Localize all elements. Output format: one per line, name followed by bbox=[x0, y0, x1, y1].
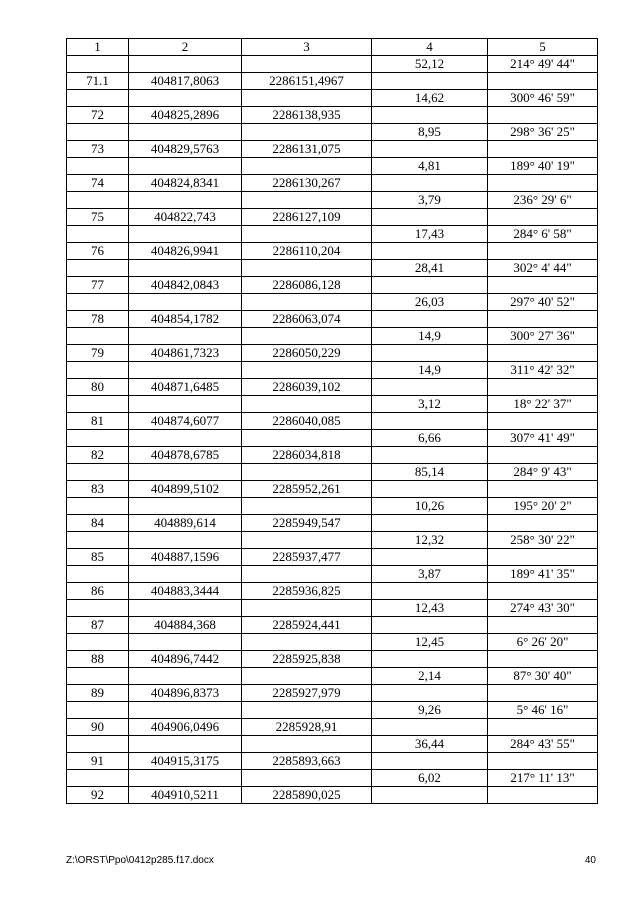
table-cell bbox=[488, 515, 598, 532]
table-body bbox=[67, 56, 598, 804]
header-cell: 3 bbox=[242, 39, 372, 56]
table-row bbox=[67, 158, 598, 175]
table-cell: 72 bbox=[67, 107, 129, 124]
table-cell: 2286040,085 bbox=[242, 413, 372, 430]
table-cell bbox=[372, 481, 488, 498]
table-cell bbox=[129, 90, 242, 107]
table-cell: 404884,368 bbox=[129, 617, 242, 634]
table-cell bbox=[67, 600, 129, 617]
table-cell bbox=[242, 668, 372, 685]
table-cell: 92 bbox=[67, 787, 129, 804]
table-cell: 12,32 bbox=[372, 532, 488, 549]
table-cell bbox=[242, 634, 372, 651]
table-cell bbox=[67, 260, 129, 277]
table-row bbox=[67, 362, 598, 379]
table-cell bbox=[129, 702, 242, 719]
table-cell bbox=[372, 413, 488, 430]
table-cell bbox=[488, 719, 598, 736]
table-cell bbox=[242, 226, 372, 243]
table-cell: 36,44 bbox=[372, 736, 488, 753]
table-cell bbox=[67, 56, 129, 73]
table-cell bbox=[67, 770, 129, 787]
table-cell: 2285928,91 bbox=[242, 719, 372, 736]
table-cell: 404861,7323 bbox=[129, 345, 242, 362]
table-cell: 404878,6785 bbox=[129, 447, 242, 464]
table-row bbox=[67, 192, 598, 209]
table-cell: 85 bbox=[67, 549, 129, 566]
table-cell bbox=[242, 600, 372, 617]
table-cell: 2286110,204 bbox=[242, 243, 372, 260]
table-cell: 52,12 bbox=[372, 56, 488, 73]
table-cell bbox=[372, 753, 488, 770]
table-cell: 2286034,818 bbox=[242, 447, 372, 464]
table-row bbox=[67, 430, 598, 447]
table-cell bbox=[488, 107, 598, 124]
table-row bbox=[67, 532, 598, 549]
table-cell: 307° 41' 49" bbox=[488, 430, 598, 447]
table-cell: 17,43 bbox=[372, 226, 488, 243]
table-row bbox=[67, 56, 598, 73]
table-cell: 74 bbox=[67, 175, 129, 192]
table-cell: 284° 9' 43" bbox=[488, 464, 598, 481]
table-cell bbox=[372, 209, 488, 226]
table-cell: 2286131,075 bbox=[242, 141, 372, 158]
header-cell: 2 bbox=[129, 39, 242, 56]
table-cell: 404883,3444 bbox=[129, 583, 242, 600]
table-cell bbox=[488, 243, 598, 260]
table-cell bbox=[67, 328, 129, 345]
table-cell: 26,03 bbox=[372, 294, 488, 311]
table-cell: 78 bbox=[67, 311, 129, 328]
table-cell: 2285890,025 bbox=[242, 787, 372, 804]
table-cell bbox=[242, 260, 372, 277]
table-cell bbox=[488, 209, 598, 226]
table-cell bbox=[67, 736, 129, 753]
table-cell bbox=[129, 192, 242, 209]
table-cell: 2286151,4967 bbox=[242, 73, 372, 90]
table-cell bbox=[67, 702, 129, 719]
table-cell bbox=[488, 447, 598, 464]
table-cell bbox=[488, 685, 598, 702]
table-row bbox=[67, 600, 598, 617]
table-cell bbox=[129, 362, 242, 379]
table-row bbox=[67, 328, 598, 345]
table-cell bbox=[67, 464, 129, 481]
table-cell bbox=[372, 379, 488, 396]
table-cell bbox=[129, 56, 242, 73]
table-cell: 311° 42' 32" bbox=[488, 362, 598, 379]
table-cell bbox=[488, 651, 598, 668]
table-row bbox=[67, 481, 598, 498]
table-cell: 2,14 bbox=[372, 668, 488, 685]
table-cell bbox=[67, 158, 129, 175]
table-header-row bbox=[67, 39, 598, 56]
table-cell bbox=[67, 192, 129, 209]
table-row bbox=[67, 175, 598, 192]
table-row bbox=[67, 719, 598, 736]
table-cell: 404889,614 bbox=[129, 515, 242, 532]
table-cell: 6,02 bbox=[372, 770, 488, 787]
table-cell bbox=[129, 124, 242, 141]
table-cell bbox=[372, 311, 488, 328]
table-row bbox=[67, 583, 598, 600]
table-row bbox=[67, 396, 598, 413]
table-cell: 300° 46' 59" bbox=[488, 90, 598, 107]
table-cell bbox=[67, 362, 129, 379]
table-cell: 2285924,441 bbox=[242, 617, 372, 634]
table-cell bbox=[242, 770, 372, 787]
table-cell: 12,45 bbox=[372, 634, 488, 651]
table-cell: 18° 22' 37" bbox=[488, 396, 598, 413]
table-cell bbox=[129, 328, 242, 345]
table-cell: 2286127,109 bbox=[242, 209, 372, 226]
table-cell: 236° 29' 6" bbox=[488, 192, 598, 209]
table-cell bbox=[242, 498, 372, 515]
table-cell bbox=[129, 634, 242, 651]
table-cell bbox=[242, 328, 372, 345]
table-cell: 2286050,229 bbox=[242, 345, 372, 362]
table-cell bbox=[129, 294, 242, 311]
table-cell bbox=[372, 277, 488, 294]
table-cell bbox=[242, 158, 372, 175]
table-cell bbox=[488, 175, 598, 192]
table-row bbox=[67, 515, 598, 532]
table-cell bbox=[488, 311, 598, 328]
table-cell: 217° 11' 13" bbox=[488, 770, 598, 787]
table-cell: 6,66 bbox=[372, 430, 488, 447]
table-cell: 195° 20' 2" bbox=[488, 498, 598, 515]
table-row bbox=[67, 379, 598, 396]
table-cell: 2286063,074 bbox=[242, 311, 372, 328]
table-cell bbox=[129, 158, 242, 175]
table-cell bbox=[242, 90, 372, 107]
table-cell: 404825,2896 bbox=[129, 107, 242, 124]
table-cell bbox=[488, 413, 598, 430]
table-row bbox=[67, 651, 598, 668]
table-cell bbox=[242, 532, 372, 549]
table-cell: 297° 40' 52" bbox=[488, 294, 598, 311]
table-cell bbox=[488, 73, 598, 90]
table-cell: 87 bbox=[67, 617, 129, 634]
table-cell: 4,81 bbox=[372, 158, 488, 175]
table-cell: 2285952,261 bbox=[242, 481, 372, 498]
table-cell: 3,87 bbox=[372, 566, 488, 583]
table-cell: 91 bbox=[67, 753, 129, 770]
table-cell bbox=[488, 345, 598, 362]
table-cell bbox=[242, 56, 372, 73]
table-cell bbox=[242, 566, 372, 583]
table-cell: 404874,6077 bbox=[129, 413, 242, 430]
table-cell: 85,14 bbox=[372, 464, 488, 481]
table-cell: 404854,1782 bbox=[129, 311, 242, 328]
table-cell bbox=[242, 294, 372, 311]
table-cell bbox=[67, 498, 129, 515]
table-row bbox=[67, 668, 598, 685]
table-cell bbox=[372, 549, 488, 566]
table-cell: 404822,743 bbox=[129, 209, 242, 226]
table-cell: 2285927,979 bbox=[242, 685, 372, 702]
table-cell bbox=[242, 736, 372, 753]
table-cell bbox=[129, 736, 242, 753]
table-cell: 404817,8063 bbox=[129, 73, 242, 90]
table-cell: 75 bbox=[67, 209, 129, 226]
table-cell bbox=[129, 498, 242, 515]
table-cell bbox=[488, 787, 598, 804]
table-cell: 86 bbox=[67, 583, 129, 600]
table-cell bbox=[67, 668, 129, 685]
table-row bbox=[67, 617, 598, 634]
table-cell: 14,9 bbox=[372, 328, 488, 345]
table-row bbox=[67, 73, 598, 90]
table-cell: 6° 26' 20" bbox=[488, 634, 598, 651]
table-cell: 302° 4' 44" bbox=[488, 260, 598, 277]
table-cell: 5° 46' 16" bbox=[488, 702, 598, 719]
table-cell: 404910,5211 bbox=[129, 787, 242, 804]
table-cell: 404871,6485 bbox=[129, 379, 242, 396]
table-cell bbox=[488, 549, 598, 566]
table-cell bbox=[129, 260, 242, 277]
table-cell: 71.1 bbox=[67, 73, 129, 90]
table-cell: 404915,3175 bbox=[129, 753, 242, 770]
table-cell bbox=[488, 753, 598, 770]
table-cell bbox=[372, 685, 488, 702]
table-row bbox=[67, 277, 598, 294]
table-cell bbox=[372, 719, 488, 736]
table-cell: 284° 6' 58" bbox=[488, 226, 598, 243]
table-cell bbox=[372, 141, 488, 158]
table-cell bbox=[67, 396, 129, 413]
table-cell: 300° 27' 36" bbox=[488, 328, 598, 345]
table-cell bbox=[372, 651, 488, 668]
table-cell bbox=[129, 600, 242, 617]
table-cell: 2285937,477 bbox=[242, 549, 372, 566]
table-cell: 2286130,267 bbox=[242, 175, 372, 192]
table-cell bbox=[129, 226, 242, 243]
table-row bbox=[67, 464, 598, 481]
table-cell bbox=[67, 566, 129, 583]
table-cell: 73 bbox=[67, 141, 129, 158]
table-cell: 404896,7442 bbox=[129, 651, 242, 668]
table-row bbox=[67, 124, 598, 141]
table-row bbox=[67, 498, 598, 515]
table-cell bbox=[242, 396, 372, 413]
table-cell: 83 bbox=[67, 481, 129, 498]
table-cell bbox=[488, 617, 598, 634]
footer-page-number: 40 bbox=[584, 855, 596, 866]
table-cell bbox=[67, 532, 129, 549]
table-cell bbox=[488, 379, 598, 396]
table-cell bbox=[129, 566, 242, 583]
table-cell: 14,62 bbox=[372, 90, 488, 107]
table-row bbox=[67, 702, 598, 719]
table-cell: 404824,8341 bbox=[129, 175, 242, 192]
footer-file-path: Z:\ORST\Ppo\0412p285.f17.docx bbox=[66, 855, 214, 866]
table-cell: 258° 30' 22" bbox=[488, 532, 598, 549]
table-cell bbox=[488, 583, 598, 600]
table-cell bbox=[488, 141, 598, 158]
table-cell bbox=[129, 396, 242, 413]
table-row bbox=[67, 141, 598, 158]
table-row bbox=[67, 90, 598, 107]
table-cell: 8,95 bbox=[372, 124, 488, 141]
table-cell bbox=[372, 107, 488, 124]
table-cell: 404899,5102 bbox=[129, 481, 242, 498]
table-cell bbox=[129, 770, 242, 787]
table-cell: 77 bbox=[67, 277, 129, 294]
table-row bbox=[67, 770, 598, 787]
table-cell bbox=[242, 430, 372, 447]
table-cell: 274° 43' 30" bbox=[488, 600, 598, 617]
table-cell: 404906,0496 bbox=[129, 719, 242, 736]
table-row bbox=[67, 294, 598, 311]
table-cell: 214° 49' 44" bbox=[488, 56, 598, 73]
table-cell bbox=[372, 617, 488, 634]
table-cell bbox=[67, 430, 129, 447]
table-cell bbox=[372, 787, 488, 804]
table-cell bbox=[67, 634, 129, 651]
table-cell: 79 bbox=[67, 345, 129, 362]
coordinates-table bbox=[66, 38, 598, 804]
table-row bbox=[67, 736, 598, 753]
table-row bbox=[67, 413, 598, 430]
table-row bbox=[67, 549, 598, 566]
table-cell bbox=[372, 515, 488, 532]
table-cell bbox=[129, 668, 242, 685]
table-cell: 284° 43' 55" bbox=[488, 736, 598, 753]
table-cell: 2286138,935 bbox=[242, 107, 372, 124]
table-cell bbox=[129, 464, 242, 481]
table-cell bbox=[67, 124, 129, 141]
table-cell bbox=[372, 243, 488, 260]
table-row bbox=[67, 685, 598, 702]
table-row bbox=[67, 226, 598, 243]
table-cell: 81 bbox=[67, 413, 129, 430]
table-cell: 87° 30' 40" bbox=[488, 668, 598, 685]
table-row bbox=[67, 447, 598, 464]
table-cell: 82 bbox=[67, 447, 129, 464]
table-cell: 404887,1596 bbox=[129, 549, 242, 566]
table-cell: 189° 41' 35" bbox=[488, 566, 598, 583]
table-cell: 404826,9941 bbox=[129, 243, 242, 260]
table-cell bbox=[242, 702, 372, 719]
table-cell: 2285949,547 bbox=[242, 515, 372, 532]
table-cell: 10,26 bbox=[372, 498, 488, 515]
table-row bbox=[67, 311, 598, 328]
table-cell: 76 bbox=[67, 243, 129, 260]
table-cell: 404896,8373 bbox=[129, 685, 242, 702]
header-cell: 5 bbox=[488, 39, 598, 56]
table-cell bbox=[372, 175, 488, 192]
table-cell: 2285893,663 bbox=[242, 753, 372, 770]
table-cell: 28,41 bbox=[372, 260, 488, 277]
table-cell bbox=[372, 345, 488, 362]
table-cell: 2286039,102 bbox=[242, 379, 372, 396]
header-cell: 4 bbox=[372, 39, 488, 56]
table-cell: 84 bbox=[67, 515, 129, 532]
table-cell bbox=[129, 430, 242, 447]
table-row bbox=[67, 753, 598, 770]
table-cell: 14,9 bbox=[372, 362, 488, 379]
table-cell bbox=[242, 192, 372, 209]
table-row bbox=[67, 260, 598, 277]
table-cell bbox=[372, 583, 488, 600]
table-cell: 2285936,825 bbox=[242, 583, 372, 600]
table-cell: 404829,5763 bbox=[129, 141, 242, 158]
table-cell bbox=[372, 73, 488, 90]
table-cell bbox=[372, 447, 488, 464]
table-row bbox=[67, 566, 598, 583]
table-cell: 9,26 bbox=[372, 702, 488, 719]
table-cell: 3,79 bbox=[372, 192, 488, 209]
table-cell: 3,12 bbox=[372, 396, 488, 413]
table-cell bbox=[67, 90, 129, 107]
table-row bbox=[67, 634, 598, 651]
table-cell bbox=[129, 532, 242, 549]
table-cell: 90 bbox=[67, 719, 129, 736]
table-cell bbox=[242, 464, 372, 481]
table-row bbox=[67, 243, 598, 260]
table-cell: 2285925,838 bbox=[242, 651, 372, 668]
table-cell bbox=[488, 277, 598, 294]
table-row bbox=[67, 787, 598, 804]
table-cell bbox=[67, 294, 129, 311]
table-cell bbox=[242, 362, 372, 379]
table-row bbox=[67, 209, 598, 226]
table-cell bbox=[488, 481, 598, 498]
table-cell bbox=[242, 124, 372, 141]
table-row bbox=[67, 345, 598, 362]
table-cell: 89 bbox=[67, 685, 129, 702]
table-cell: 189° 40' 19" bbox=[488, 158, 598, 175]
table-cell: 404842,0843 bbox=[129, 277, 242, 294]
header-cell: 1 bbox=[67, 39, 129, 56]
table-cell: 298° 36' 25" bbox=[488, 124, 598, 141]
table-cell: 88 bbox=[67, 651, 129, 668]
table-cell: 12,43 bbox=[372, 600, 488, 617]
table-cell: 80 bbox=[67, 379, 129, 396]
table-cell: 2286086,128 bbox=[242, 277, 372, 294]
table-row bbox=[67, 107, 598, 124]
table-cell bbox=[67, 226, 129, 243]
